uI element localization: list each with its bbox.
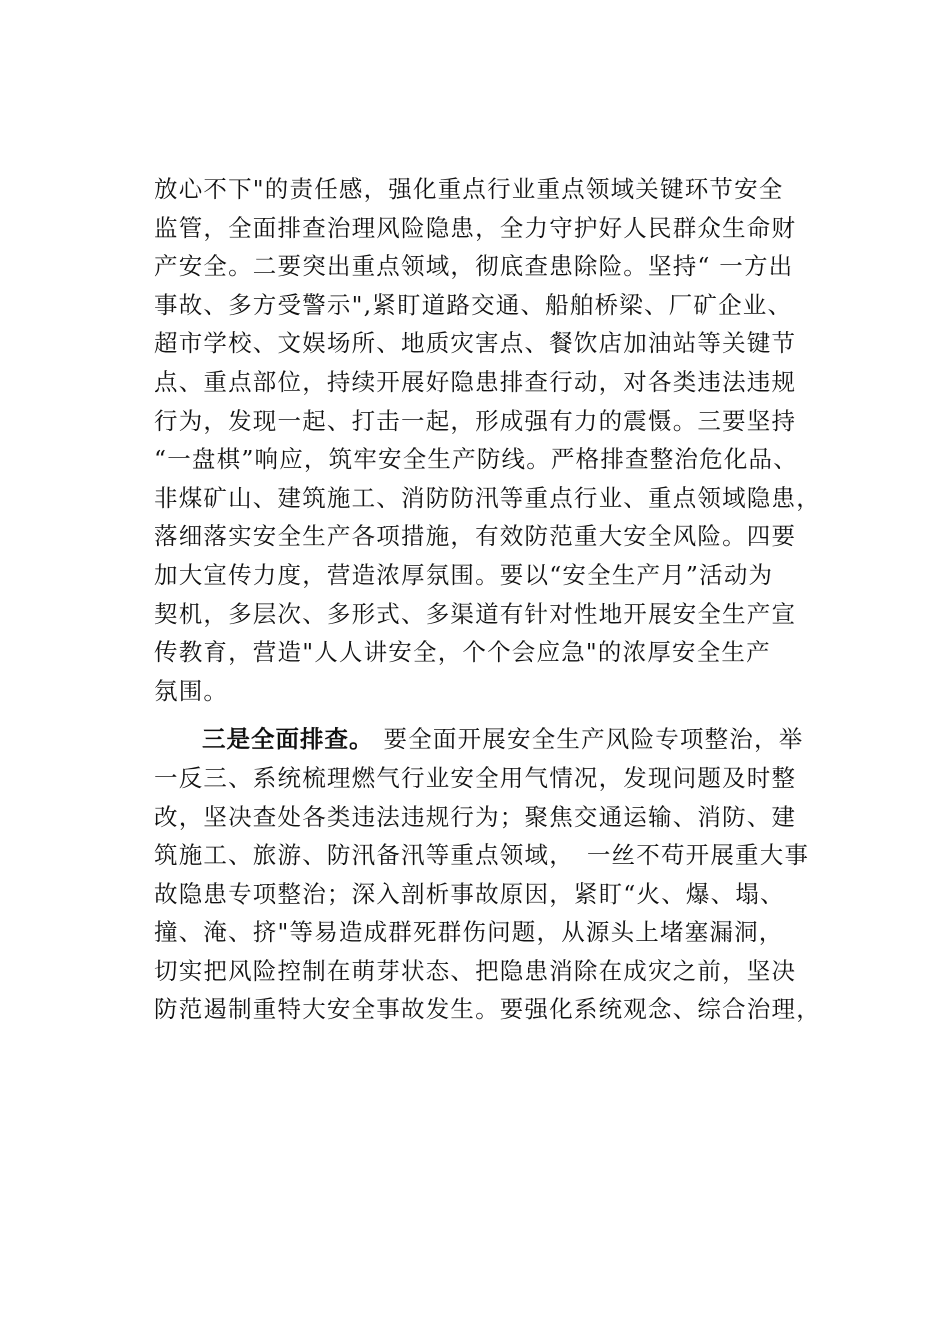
text-line: 落细落实安全生产各项措施，有效防范重大安全风险。四要 [154,522,797,551]
text-line: 非煤矿山、建筑施工、消防防汛等重点行业、重点领域隐患， [154,483,821,512]
text-line: 故隐患专项整治；深入剖析事故原因，紧盯“火、爆、塌、 [154,879,785,908]
text-line: 契机，多层次、多形式、多渠道有针对性地开展安全生产宣 [154,599,797,628]
text-line: 切实把风险控制在萌芽状态、把隐患消除在成灾之前，坚决 [154,956,797,985]
paragraph-1 [154,170,834,710]
text-line: 一反三、系统梳理燃气行业安全用气情况，发现问题及时整 [154,763,797,792]
document-body [154,170,834,1029]
text-line: 事故、多方受警示",紧盯道路交通、船舶桥梁、厂矿企业、 [154,290,793,319]
text-line: 筑施工、旅游、防汛备汛等重点领域， 一丝不苟开展重大事 [154,841,810,870]
text-line: 防范遏制重特大安全事故发生。要强化系统观念、综合治理， [154,995,821,1024]
text-line: 行为，发现一起、打击一起，形成强有力的震慑。三要坚持 [154,406,797,435]
text-line: 点、重点部位，持续开展好隐患排查行动，对各类违法违规 [154,367,797,396]
text-line: 放心不下"的责任感，强化重点行业重点领域关键环节安全 [154,175,784,203]
text-line: 超市学校、文娱场所、地质灾害点、餐饮店加油站等关键节 [154,329,797,358]
text-line: “一盘棋”响应，筑牢安全生产防线。严格排查整治危化品、 [154,445,798,474]
section-heading: 三是全面排查。 [202,725,374,754]
text-line: 监管，全面排查治理风险隐患，全力守护好人民群众生命财 [154,213,797,242]
text-line: 产安全。二要突出重点领域，彻底查患除险。坚持“ 一方出 [154,252,794,281]
text-line: 氛围。 [154,676,229,705]
text-line: 传教育，营造"人人讲安全，个个会应急"的浓厚安全生产 [154,638,771,667]
paragraph-2 [154,720,834,1029]
text-line: 加大宣传力度，营造浓厚氛围。要以“安全生产月”活动为 [154,560,774,589]
text-line: 改，坚决查处各类违法违规行为；聚焦交通运输、消防、建 [154,802,797,831]
text-line: 撞、淹、挤"等易造成群死群伤问题，从源头上堵塞漏洞， [154,918,784,947]
paragraph-first-line [154,720,834,759]
text-span: 要全面开展安全生产风险专项整治，举 [383,725,804,754]
